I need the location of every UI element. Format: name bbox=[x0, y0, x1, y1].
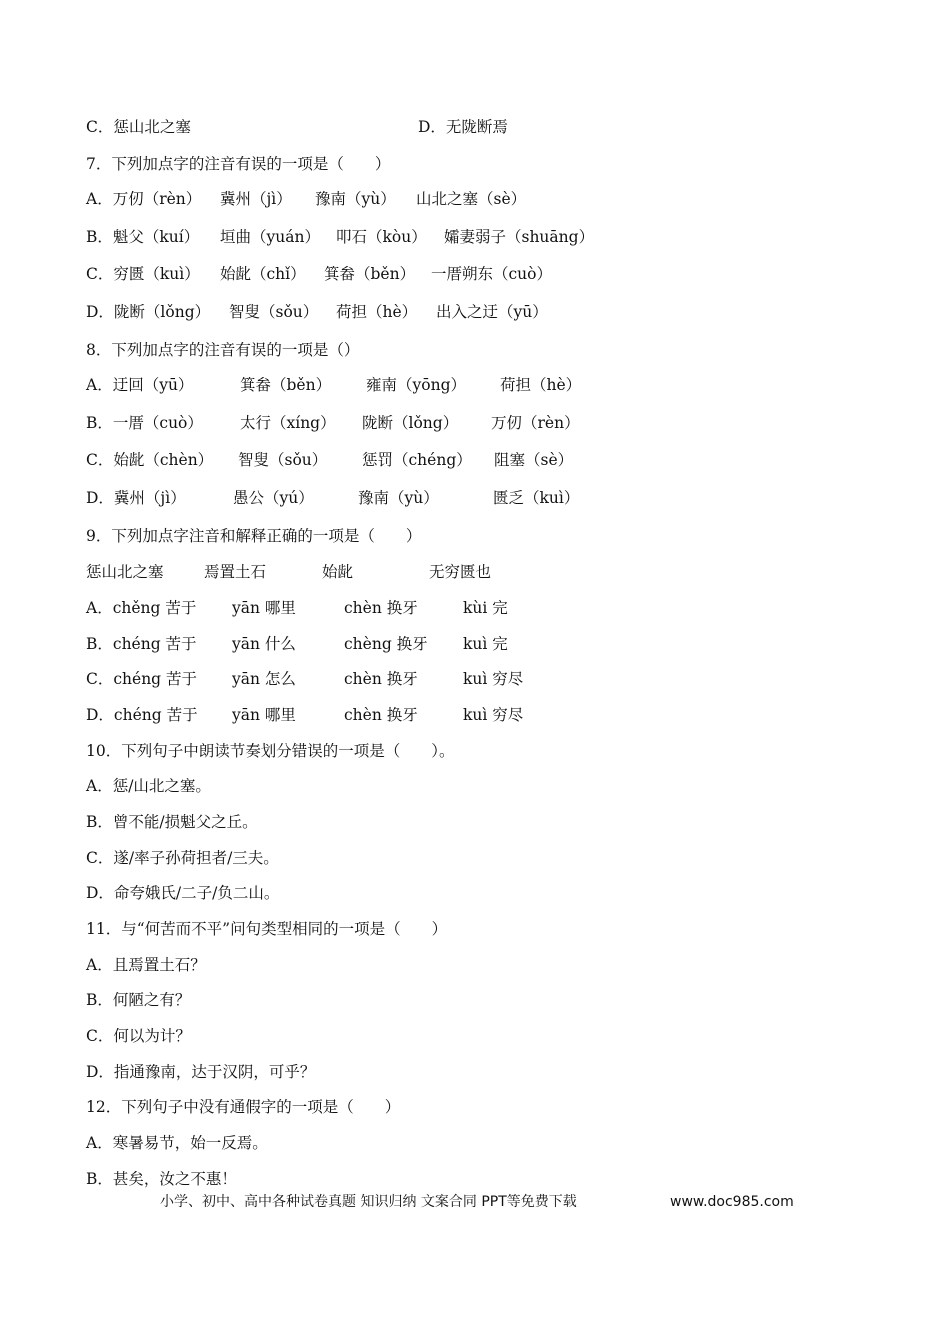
text-segment: 一厝朔东（cuò） bbox=[431, 265, 552, 283]
text-segment: yān 怎么 bbox=[232, 670, 296, 688]
text-segment: C．何以为计？ bbox=[86, 1027, 191, 1045]
text-segment: 智叟（sǒu） bbox=[229, 303, 319, 321]
text-segment: A．寒暑易节，始一反焉。 bbox=[86, 1134, 268, 1152]
text-segment: yān 哪里 bbox=[232, 599, 296, 617]
text-segment: 始龀 bbox=[322, 563, 354, 581]
text-segment: 荷担（hè） bbox=[500, 376, 582, 394]
text-segment: 9．下列加点字注音和解释正确的一项是（ ） bbox=[86, 527, 422, 545]
text-segment: 叩石（kòu） bbox=[336, 228, 427, 246]
text-segment: 始龀（chǐ） bbox=[220, 265, 306, 283]
text-segment: 豫南（yù） bbox=[358, 489, 439, 507]
text-segment: yān 哪里 bbox=[232, 706, 296, 724]
text-segment: kuì 穷尽 bbox=[463, 706, 524, 724]
text-segment: D．冀州（jì） bbox=[86, 489, 186, 507]
text-segment: 11．与“何苦而不平”问句类型相同的一项是（ ） bbox=[86, 920, 448, 938]
text-segment: 太行（xíng） bbox=[240, 414, 336, 432]
footer-url[interactable]: www.doc985.com bbox=[670, 1194, 794, 1210]
text-segment: 豫南（yù） bbox=[315, 190, 396, 208]
text-segment: B．魁父（kuí） bbox=[86, 228, 200, 246]
text-segment: 智叟（sǒu） bbox=[238, 451, 328, 469]
text-segment: 12．下列句子中没有通假字的一项是（ ） bbox=[86, 1098, 401, 1116]
text-segment: 荷担（hè） bbox=[336, 303, 418, 321]
text-segment: B．何陋之有？ bbox=[86, 991, 191, 1009]
text-segment: C．始龀（chèn） bbox=[86, 451, 214, 469]
text-segment: C．惩山北之塞 bbox=[86, 118, 191, 136]
text-segment: A．迂回（yū） bbox=[86, 376, 194, 394]
text-segment: 惩山北之塞 bbox=[86, 563, 164, 581]
text-segment: 8．下列加点字的注音有误的一项是（） bbox=[86, 341, 360, 359]
text-segment: C．遂/率子孙荷担者/三夫。 bbox=[86, 849, 279, 867]
text-segment: 10．下列句子中朗读节奏划分错误的一项是（ ）。 bbox=[86, 742, 455, 760]
text-segment: 箕畚（běn） bbox=[324, 265, 416, 283]
text-segment: B．曾不能/损魁父之丘。 bbox=[86, 813, 258, 831]
text-segment: 山北之塞（sè） bbox=[416, 190, 527, 208]
text-segment: 垣曲（yuán） bbox=[220, 228, 320, 246]
text-segment: B．一厝（cuò） bbox=[86, 414, 203, 432]
text-segment: A．惩/山北之塞。 bbox=[86, 777, 211, 795]
text-segment: yān 什么 bbox=[232, 635, 296, 653]
text-segment: C．chéng 苦于 bbox=[86, 670, 198, 688]
text-segment: D．指通豫南，达于汉阴，可乎？ bbox=[86, 1063, 316, 1081]
text-segment: 陇断（lǒng） bbox=[362, 414, 459, 432]
text-segment: 箕畚（běn） bbox=[240, 376, 332, 394]
text-segment: kuì 穷尽 bbox=[463, 670, 524, 688]
text-segment: 惩罚（chéng） bbox=[362, 451, 472, 469]
text-segment: B．甚矣，汝之不惠！ bbox=[86, 1170, 237, 1188]
text-segment: A．且焉置土石？ bbox=[86, 956, 206, 974]
text-segment: 阻塞（sè） bbox=[494, 451, 574, 469]
text-segment: 雍南（yōng） bbox=[366, 376, 466, 394]
text-segment: A．chěng 苦于 bbox=[86, 599, 197, 617]
text-segment: 出入之迂（yū） bbox=[436, 303, 548, 321]
text-segment: 无穷匮也 bbox=[429, 563, 492, 581]
footer-text: 小学、初中、高中各种试卷真题 知识归纳 文案合同 PPT等免费下载 bbox=[160, 1194, 577, 1210]
text-segment: 万仞（rèn） bbox=[491, 414, 580, 432]
text-segment: C．穷匮（kuì） bbox=[86, 265, 200, 283]
text-segment: 匮乏（kuì） bbox=[493, 489, 580, 507]
text-segment: kùi 完 bbox=[463, 599, 508, 617]
text-segment: chèn 换牙 bbox=[344, 706, 418, 724]
text-segment: A．万仞（rèn） bbox=[86, 190, 202, 208]
text-segment: chèn 换牙 bbox=[344, 670, 418, 688]
text-segment: 焉置土石 bbox=[204, 563, 267, 581]
text-segment: chèng 换牙 bbox=[344, 635, 428, 653]
text-segment: 愚公（yú） bbox=[233, 489, 314, 507]
text-segment: 冀州（jì） bbox=[220, 190, 292, 208]
page-footer bbox=[160, 1192, 860, 1212]
text-segment: kuì 完 bbox=[463, 635, 508, 653]
text-segment: chèn 换牙 bbox=[344, 599, 418, 617]
text-segment: 孀妻弱子（shuāng） bbox=[444, 228, 595, 246]
text-segment: D．chéng 苦于 bbox=[86, 706, 198, 724]
text-segment: D．命夸娥氏/二子/负二山。 bbox=[86, 884, 280, 902]
text-segment: 7．下列加点字的注音有误的一项是（ ） bbox=[86, 155, 391, 173]
text-segment: D．陇断（lǒng） bbox=[86, 303, 211, 321]
text-segment: B．chéng 苦于 bbox=[86, 635, 197, 653]
text-segment: D．无陇断焉 bbox=[418, 118, 508, 136]
